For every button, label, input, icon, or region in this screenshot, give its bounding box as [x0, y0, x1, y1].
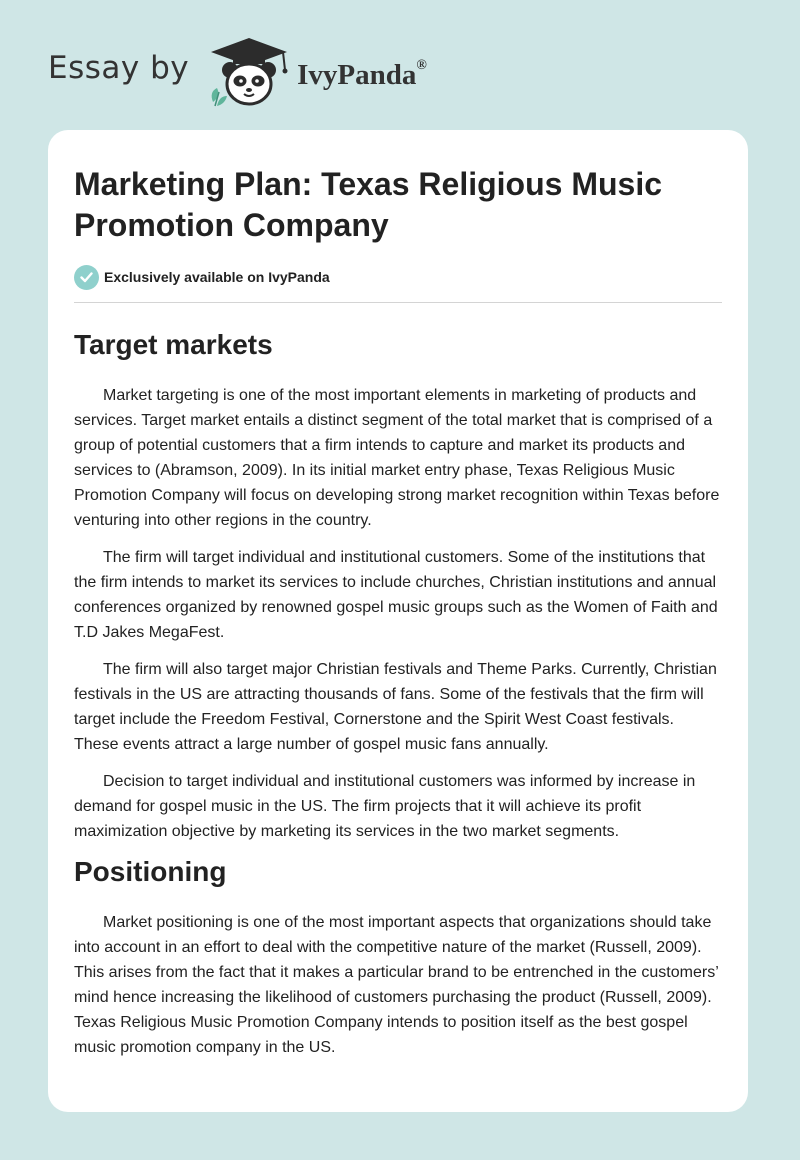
- brand-name[interactable]: [297, 59, 427, 92]
- title-divider: [74, 302, 722, 303]
- exclusive-badge: [74, 264, 722, 290]
- paragraph: Market positioning is one of the most important aspects that organizations should take into account in an effort to deal with the competitive nature of the market (Russell, 2009). This arises from the fact that it makes a particular brand to be entrenched in the customers’ mind hence increasing the likelihood of customers purchasing the product (Russell, 2009). Texas Religious Music Promotion Company intends to position itself as the best gospel music promotion company in the US.: [74, 914, 719, 1056]
- section-target-markets: [74, 329, 722, 844]
- check-circle-icon: [74, 265, 99, 290]
- section-positioning: [74, 856, 722, 1060]
- exclusive-badge-label: Exclusively available on IvyPanda: [104, 269, 330, 285]
- paragraph: The firm will target individual and institutional customers. Some of the institutions that the firm intends to market its services to include churches, Christian institutions and annual conferences organized by renowned gospel music groups such as the Women of Faith and T.D Jakes MegaFest.: [74, 549, 718, 641]
- essay-card: [48, 130, 748, 1112]
- paragraph: Decision to target individual and institutional customers was informed by increase in demand for gospel music in the US. The firm projects that it will achieve its profit maximization objective by marketing its services in the two market segments.: [74, 773, 696, 840]
- paragraph: Market targeting is one of the most important elements in marketing of products and services. Target market entails a distinct segment of the total market that is comprised of a group of potential customers that a firm intends to capture and market its products and services to (Abramson, 2009). In its initial market entry phase, Texas Religious Music Promotion Company will focus on developing strong market recognition within Texas before venturing into other regions in the country.: [74, 387, 720, 529]
- registered-mark: ®: [416, 57, 427, 73]
- section-heading: Positioning: [74, 856, 227, 887]
- site-header: [48, 36, 427, 108]
- section-heading: Target markets: [74, 329, 273, 360]
- essay-by-label: Essay by: [48, 50, 190, 86]
- essay-title: Marketing Plan: Texas Religious Music Promotion Company: [74, 166, 662, 243]
- panda-logo-icon[interactable]: [203, 36, 295, 108]
- brand-name-text: IvyPanda: [297, 58, 417, 91]
- paragraph: The firm will also target major Christian festivals and Theme Parks. Currently, Christian festivals in the US are attracting thousands of fans. Some of the festivals that the firm will target include the Freedom Festival, Cornerstone and the Spirit West Coast festivals. These events attract a large number of gospel music fans annually.: [74, 661, 717, 753]
